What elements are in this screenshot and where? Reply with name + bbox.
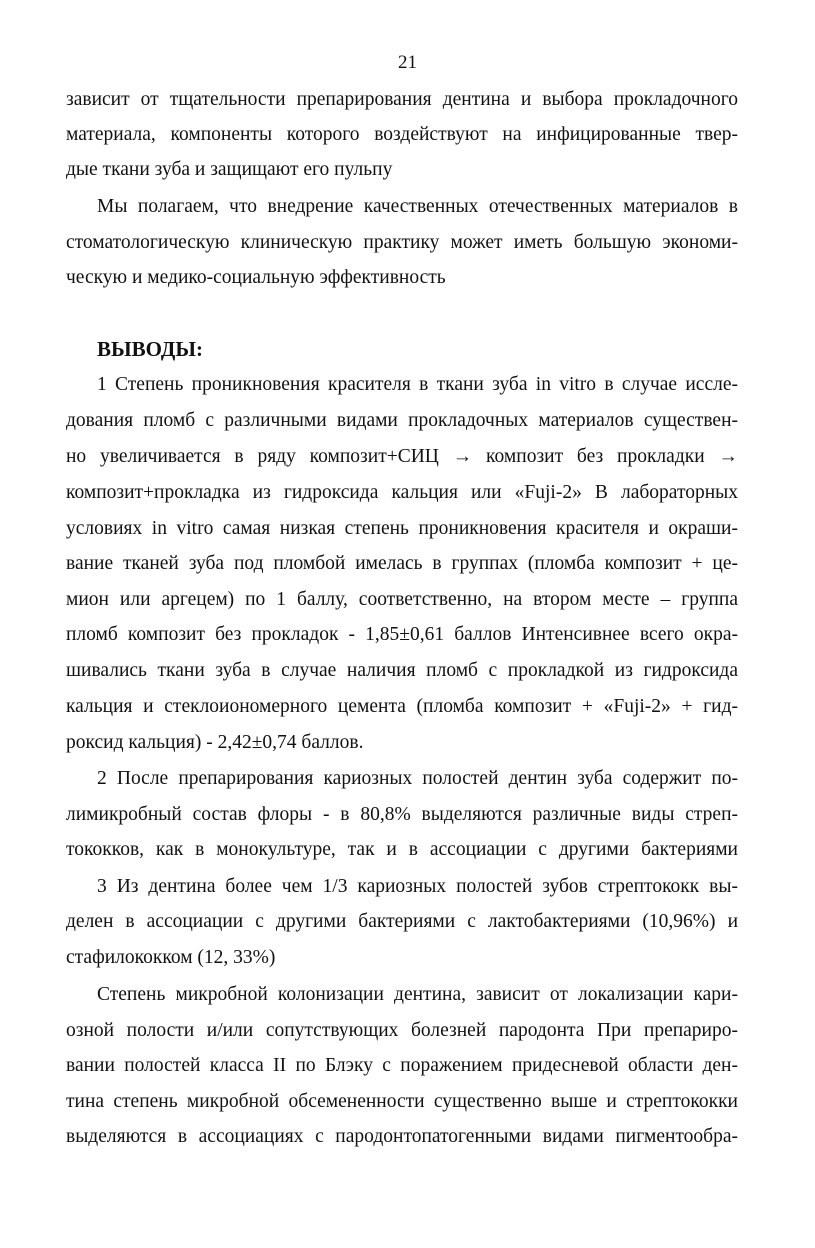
text-line: лимикробный состав флоры - в 80,8% выделяются различные виды стреп- xyxy=(66,804,738,825)
text-line: Мы полагаем, что внедрение качественных отечественных материалов в xyxy=(97,196,738,217)
section-heading: ВЫВОДЫ: xyxy=(97,337,203,361)
text-line: композит+прокладка из гидроксида кальция или «Fuji-2» В лабораторных xyxy=(66,482,738,503)
text-line: кальция и стеклоиономерного цемента (пломба композит + «Fuji-2» + гид- xyxy=(66,696,738,717)
text-line: дования пломб с различными видами прокладочных материалов существен- xyxy=(66,410,738,431)
text-line: озной полости и/или сопутствующих болезней пародонта При препариро- xyxy=(66,1020,738,1041)
text-line: тина степень микробной обсемененности существенно выше и стрептококки xyxy=(66,1091,738,1112)
text-line: стоматологическую клиническую практику может иметь большую экономи- xyxy=(66,232,738,253)
text-line: Степень микробной колонизации дентина, зависит от локализации кари- xyxy=(97,984,738,1005)
page-number: 21 xyxy=(398,52,417,73)
text-line: шивались ткани зуба в случае наличия пломб с прокладкой из гидроксида xyxy=(66,660,738,681)
text-line: делен в ассоциации с другими бактериями с лактобактериями (10,96%) и xyxy=(66,911,738,932)
text-line: вание тканей зуба под пломбой имелась в группах (пломба композит + це- xyxy=(66,553,738,574)
text-line: условиях in vitro самая низкая степень проникновения красителя и окраши- xyxy=(66,518,738,539)
text-line: зависит от тщательности препарирования дентина и выбора прокладочного xyxy=(66,89,738,110)
text-line: но увеличивается в ряду композит+СИЦ → композит без прокладки → xyxy=(66,446,738,467)
text-line: 2 После препарирования кариозных полостей дентин зуба содержит по- xyxy=(97,768,738,789)
text-line: выделяются в ассоциациях с пародонтопатогенными видами пигментообра- xyxy=(66,1126,738,1147)
text-line: 1 Степень проникновения красителя в ткани зуба in vitro в случае иссле- xyxy=(97,374,738,395)
text-line: материала, компоненты которого воздействуют на инфицированные твер- xyxy=(66,124,738,145)
text-line: роксид кальция) - 2,42±0,74 баллов. xyxy=(66,732,364,753)
text-line: 3 Из дентина более чем 1/3 кариозных полостей зубов стрептококк вы- xyxy=(97,876,738,897)
text-line: стафилококком (12, 33%) xyxy=(66,947,276,968)
text-line: пломб композит без прокладок - 1,85±0,61 баллов Интенсивнее всего окра- xyxy=(66,624,738,645)
text-line: тококков, как в монокультуре, так и в ассоциации с другими бактериями xyxy=(66,839,738,860)
text-line: вании полостей класса II по Блэку с поражением придесневой области ден- xyxy=(66,1055,738,1076)
text-line: дые ткани зуба и защищают его пульпу xyxy=(66,159,393,180)
text-line: ческую и медико-социальную эффективность xyxy=(66,267,446,288)
text-line: мион или аргецем) по 1 баллу, соответственно, на втором месте – группа xyxy=(66,589,738,610)
